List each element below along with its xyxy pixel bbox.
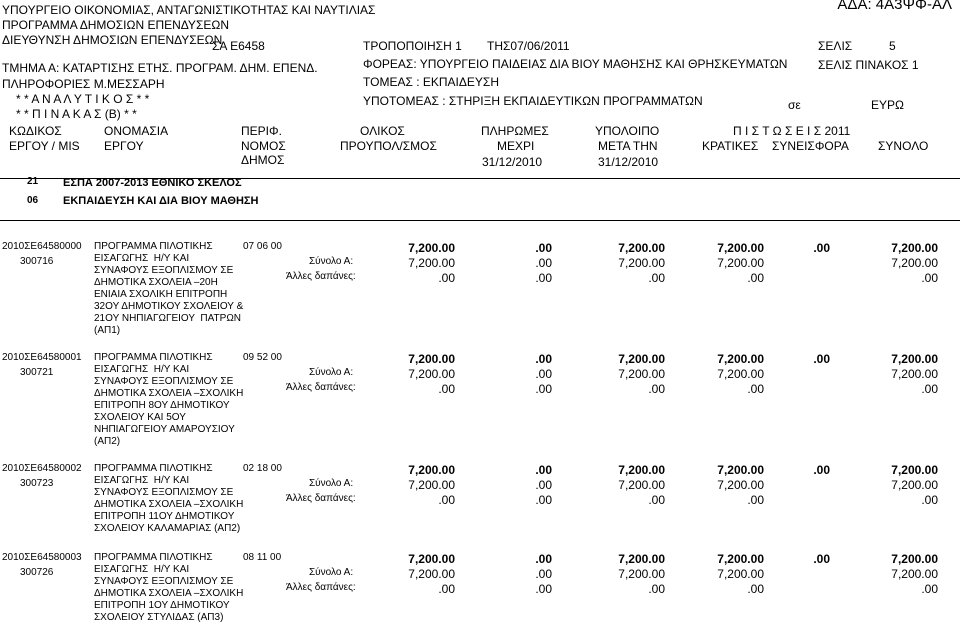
project-code: 2010ΣΕ64580000 xyxy=(2,241,82,252)
cell-rem: 7,200.00 xyxy=(618,567,665,581)
cell-sum: 7,200.00 xyxy=(891,256,938,270)
cell-paid: .00 xyxy=(535,271,552,285)
cell-state: .00 xyxy=(747,493,764,507)
cell-rem: 7,200.00 xyxy=(618,478,665,492)
modification-date: ΤΗΣ07/06/2011 xyxy=(487,39,570,53)
cell-state: 7,200.00 xyxy=(717,552,764,566)
unit-prefix: σε xyxy=(788,98,801,112)
cell-state: .00 xyxy=(747,582,764,596)
info-contact: ΠΛΗΡΟΦΟΡΙΕΣ Μ.ΜΕΣΣΑΡΗ xyxy=(2,77,165,91)
cell-paid: .00 xyxy=(535,367,552,381)
cell-total: 7,200.00 xyxy=(408,552,455,566)
cell-paid: .00 xyxy=(535,463,552,477)
cell-total: .00 xyxy=(438,493,455,507)
col-state: ΚΡΑΤΙΚΕΣ xyxy=(702,139,759,153)
cell-contrib: .00 xyxy=(813,463,830,477)
cell-rem: .00 xyxy=(648,382,665,396)
cell-paid: .00 xyxy=(535,352,552,366)
cell-state: 7,200.00 xyxy=(717,367,764,381)
cell-sum: 7,200.00 xyxy=(891,463,938,477)
col-credits: Π Ι Σ Τ Ω Σ Ε Ι Σ 2011 xyxy=(733,124,851,138)
project-region: 09 52 00 xyxy=(243,352,282,363)
col-after: ΜΕΤΑ ΤΗΝ xyxy=(598,139,658,153)
total-a-label: Σύνολο Α: xyxy=(309,478,354,489)
cell-sum: .00 xyxy=(921,382,938,396)
cell-state: .00 xyxy=(747,382,764,396)
cell-paid: .00 xyxy=(535,478,552,492)
col-name: ΟΝΟΜΑΣΙΑ xyxy=(104,124,169,138)
cell-paid: .00 xyxy=(535,493,552,507)
cell-total: 7,200.00 xyxy=(408,241,455,255)
project-mis: 300723 xyxy=(20,478,54,489)
cell-contrib: .00 xyxy=(813,241,830,255)
col-prefecture: ΝΟΜΟΣ xyxy=(241,139,286,153)
col-municipality: ΔΗΜΟΣ xyxy=(241,153,285,167)
cell-state: 7,200.00 xyxy=(717,241,764,255)
project-description: ΠΡΟΓΡΑΜΜΑ ΠΙΛΟΤΙΚΗΣ ΕΙΣΑΓΩΓΗΣ Η/Υ ΚΑΙ ΣΥΝΑΦΟΥΣ ΕΞΟΠΛΙΣΜΟΥ ΣΕ ΔΗΜΟΤΙΚΑ ΣΧΟΛΕΙΑ –20Η ΕΝΙΑΙΑ ΣΧΟΛΙΚΗ ΕΠΙΤΡΟΠΗ 32ΟΥ ΔΗΜΟΤΙΚΟΥ ΣΧΟΛΕΙΟΥ & 21ΟΥ ΝΗΠΙΑΓΩΓΕΙΟΥ ΠΑΤΡΩΝ (ΑΠ1) xyxy=(94,241,244,336)
ministry-name: ΥΠΟΥΡΓΕΙΟ ΟΙΚΟΝΟΜΙΑΣ, ΑΝΤΑΓΩΝΙΣΤΙΚΟΤΗΤΑΣ ΚΑΙ ΝΑΥΤΙΛΙΑΣ xyxy=(2,3,376,17)
table-b-label: * * Π Ι Ν Α Κ Α Σ (Β) * * xyxy=(16,107,137,121)
project-description: ΠΡΟΓΡΑΜΜΑ ΠΙΛΟΤΙΚΗΣ ΕΙΣΑΓΩΓΗΣ Η/Υ ΚΑΙ ΣΥΝΑΦΟΥΣ ΕΞΟΠΛΙΣΜΟΥ ΣΕ ΔΗΜΟΤΙΚΑ ΣΧΟΛΕΙΑ –ΣΧΟΛΙΚΗ ΕΠΙΤΡΟΠΗ 1ΟΥ ΔΗΜΟΤΙΚΟΥ ΣΧΟΛΕΙΟΥ ΣΤΥΛΙΔΑΣ (ΑΠ3) xyxy=(94,552,244,623)
cell-paid: .00 xyxy=(535,552,552,566)
col-code-mis: ΕΡΓΟΥ / MIS xyxy=(9,139,80,153)
cell-rem: .00 xyxy=(648,582,665,596)
cell-rem: 7,200.00 xyxy=(618,463,665,477)
project-mis: 300726 xyxy=(20,567,54,578)
cell-total: 7,200.00 xyxy=(408,352,455,366)
cell-sum: 7,200.00 xyxy=(891,552,938,566)
cell-rem: 7,200.00 xyxy=(618,367,665,381)
project-description: ΠΡΟΓΡΑΜΜΑ ΠΙΛΟΤΙΚΗΣ ΕΙΣΑΓΩΓΗΣ Η/Υ ΚΑΙ ΣΥΝΑΦΟΥΣ ΕΞΟΠΛΙΣΜΟΥ ΣΕ ΔΗΜΟΤΙΚΑ ΣΧΟΛΕΙΑ –ΣΧΟΛΙΚΗ ΕΠΙΤΡΟΠΗ 11ΟΥ ΔΗΜΟΤΙΚΟΥ ΣΧΟΛΕΙΟΥ ΚΑΛΑΜΑΡΙΑΣ (ΑΠ2) xyxy=(94,463,244,534)
cell-total: 7,200.00 xyxy=(408,567,455,581)
col-name-2: ΕΡΓΟΥ xyxy=(104,139,144,153)
cell-state: 7,200.00 xyxy=(717,463,764,477)
cell-state: .00 xyxy=(747,271,764,285)
cell-paid: .00 xyxy=(535,256,552,270)
cell-sum: 7,200.00 xyxy=(891,478,938,492)
other-expenses-label: Άλλες δαπάνες: xyxy=(286,382,356,393)
currency: ΕΥΡΩ xyxy=(871,98,904,112)
cell-sum: .00 xyxy=(921,582,938,596)
section-title: ΕΣΠΑ 2007-2013 ΕΘΝΙΚΟ ΣΚΕΛΟΣ xyxy=(63,177,242,189)
total-a-label: Σύνολο Α: xyxy=(309,367,354,378)
project-code: 2010ΣΕ64580002 xyxy=(2,463,82,474)
cell-rem: .00 xyxy=(648,271,665,285)
cell-total: 7,200.00 xyxy=(408,367,455,381)
col-paid-date: 31/12/2010 xyxy=(482,155,543,169)
program-line: ΠΡΟΓΡΑΜΜΑ ΔΗΜΟΣΙΩΝ ΕΠΕΝΔΥΣΕΩΝ xyxy=(2,18,229,32)
cell-sum: 7,200.00 xyxy=(891,241,938,255)
cell-paid: .00 xyxy=(535,382,552,396)
cell-total: 7,200.00 xyxy=(408,256,455,270)
col-until: ΜΕΧΡΙ xyxy=(497,139,535,153)
cell-sum: .00 xyxy=(921,271,938,285)
analytic-label: * * Α Ν Α Λ Υ Τ Ι Κ Ο Σ * * xyxy=(16,92,150,106)
cell-total: .00 xyxy=(438,271,455,285)
col-payments: ΠΛΗΡΩΜΕΣ xyxy=(481,124,549,138)
subsector: ΥΠΟΤΟΜΕΑΣ : ΣΤΗΡΙΞΗ ΕΚΠΑΙΔΕΥΤΙΚΩΝ ΠΡΟΓΡΑΜΜΑΤΩΝ xyxy=(363,94,703,108)
project-description: ΠΡΟΓΡΑΜΜΑ ΠΙΛΟΤΙΚΗΣ ΕΙΣΑΓΩΓΗΣ Η/Υ ΚΑΙ ΣΥΝΑΦΟΥΣ ΕΞΟΠΛΙΣΜΟΥ ΣΕ ΔΗΜΟΤΙΚΑ ΣΧΟΛΕΙΑ –ΣΧΟΛΙΚΗ ΕΠΙΤΡΟΠΗ 8ΟΥ ΔΗΜΟΤΙΚΟΥ ΣΧΟΛΕΙΟΥ ΚΑΙ 5ΟΥ ΝΗΠΙΑΓΩΓΕΙΟΥ ΑΜΑΡΟΥΣΙΟΥ (ΑΠ2) xyxy=(94,352,244,447)
cell-contrib: .00 xyxy=(813,552,830,566)
cell-sum: .00 xyxy=(921,493,938,507)
cell-sum: 7,200.00 xyxy=(891,367,938,381)
col-region: ΠΕΡΙΦ. xyxy=(241,124,282,138)
cell-total: .00 xyxy=(438,382,455,396)
cell-paid: .00 xyxy=(535,582,552,596)
cell-rem: 7,200.00 xyxy=(618,256,665,270)
sector: ΤΟΜΕΑΣ : ΕΚΠΑΙΔΕΥΣΗ xyxy=(363,75,499,89)
cell-sum: 7,200.00 xyxy=(891,567,938,581)
col-remaining: ΥΠΟΛΟΙΠΟ xyxy=(595,124,660,138)
col-contribution: ΣΥΝΕΙΣΦΟΡΑ xyxy=(772,139,849,153)
directorate: ΔΙΕΥΘΥΝΣΗ ΔΗΜΟΣΙΩΝ ΕΠΕΝΔΥΣΕΩΝ xyxy=(2,33,223,47)
project-code: 2010ΣΕ64580001 xyxy=(2,352,82,363)
agency: ΦΟΡΕΑΣ: ΥΠΟΥΡΓΕΙΟ ΠΑΙΔΕΙΑΣ ΔΙΑ ΒΙΟΥ ΜΑΘΗΣΗΣ ΚΑΙ ΘΡΗΣΚΕΥΜΑΤΩΝ xyxy=(363,57,788,71)
cell-state: 7,200.00 xyxy=(717,256,764,270)
cell-rem: 7,200.00 xyxy=(618,552,665,566)
subsection-code: 06 xyxy=(27,195,39,206)
col-total: ΟΛΙΚΟΣ xyxy=(360,124,405,138)
cell-paid: .00 xyxy=(535,241,552,255)
other-expenses-label: Άλλες δαπάνες: xyxy=(286,271,356,282)
col-budget: ΠΡΟΥΠΟΛ/ΣΜΟΣ xyxy=(340,139,437,153)
page-number: 5 xyxy=(889,39,896,53)
cell-state: 7,200.00 xyxy=(717,567,764,581)
total-a-label: Σύνολο Α: xyxy=(309,256,354,267)
project-mis: 300716 xyxy=(20,256,54,267)
section-divider xyxy=(0,220,960,221)
project-code: 2010ΣΕ64580003 xyxy=(2,552,82,563)
other-expenses-label: Άλλες δαπάνες: xyxy=(286,582,356,593)
cell-rem: 7,200.00 xyxy=(618,352,665,366)
subsection-title: ΕΚΠΑΙΔΕΥΣΗ ΚΑΙ ΔΙΑ ΒΙΟΥ ΜΑΘΗΣΗ xyxy=(63,195,259,207)
cell-rem: 7,200.00 xyxy=(618,241,665,255)
total-a-label: Σύνολο Α: xyxy=(309,567,354,578)
cell-rem: .00 xyxy=(648,493,665,507)
cell-total: 7,200.00 xyxy=(408,478,455,492)
cell-state: 7,200.00 xyxy=(717,478,764,492)
project-region: 07 06 00 xyxy=(243,241,282,252)
cell-total: 7,200.00 xyxy=(408,463,455,477)
cell-total: .00 xyxy=(438,582,455,596)
other-expenses-label: Άλλες δαπάνες: xyxy=(286,493,356,504)
cell-contrib: .00 xyxy=(813,352,830,366)
table-page: ΣΕΛΙΣ ΠΙΝΑΚΟΣ 1 xyxy=(818,58,919,72)
project-mis: 300721 xyxy=(20,367,54,378)
cell-sum: 7,200.00 xyxy=(891,352,938,366)
sa-code: ΣΑ Ε6458 xyxy=(212,39,265,53)
col-remaining-date: 31/12/2010 xyxy=(598,155,659,169)
cell-paid: .00 xyxy=(535,567,552,581)
col-sum: ΣΥΝΟΛΟ xyxy=(878,139,929,153)
page-label: ΣΕΛΙΣ xyxy=(818,39,853,53)
cell-state: 7,200.00 xyxy=(717,352,764,366)
section-code: 21 xyxy=(27,176,39,187)
project-region: 08 11 00 xyxy=(243,552,282,563)
project-region: 02 18 00 xyxy=(243,463,282,474)
col-code: ΚΩΔΙΚΟΣ xyxy=(9,124,62,138)
department: ΤΜΗΜΑ Α: ΚΑΤΑΡΤΙΣΗΣ ΕΤΗΣ. ΠΡΟΓΡΑΜ. ΔΗΜ. ΕΠΕΝΔ. xyxy=(2,61,318,75)
modification-label: ΤΡΟΠΟΠΟΙΗΣΗ 1 xyxy=(363,39,462,53)
ada-code: ΑΔΑ: 4Α3ΨΦ-ΑΛ xyxy=(837,0,952,13)
